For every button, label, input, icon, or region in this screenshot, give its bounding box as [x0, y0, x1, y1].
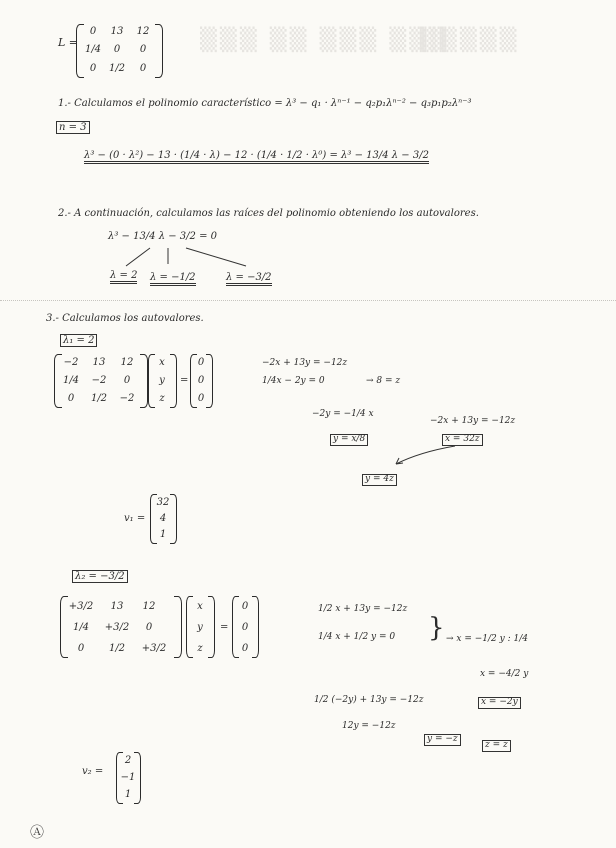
- box-z-z: z = z: [482, 740, 511, 752]
- system1-eq1: −2x + 13y = −12z: [262, 358, 348, 368]
- v2-cell: −1: [120, 772, 136, 783]
- zero1-cell: 0: [197, 357, 205, 368]
- v2-cell: 2: [124, 755, 132, 766]
- box-y-minus-z: y = −z: [424, 734, 461, 746]
- system2-y-line: x = −4/2 y: [480, 669, 529, 679]
- matrix1-cell: −2: [119, 393, 135, 404]
- xyz2-cell: x: [197, 601, 203, 612]
- box-x-minus-2y: x = −2y: [478, 697, 521, 709]
- l-cell: 0: [89, 63, 97, 74]
- xyz1-cell: y: [159, 375, 165, 386]
- v1-cell: 4: [159, 513, 167, 524]
- system1-result: → 8 = z: [366, 376, 401, 386]
- matrix1-right-paren: [140, 354, 148, 408]
- l-cell: 0: [113, 44, 121, 55]
- matrix2-right-paren: [174, 596, 182, 658]
- system2-eq2: 1/4 x + 1/2 y = 0: [318, 632, 396, 642]
- bleed-through-text: ▒▒▒ ▒▒ ▒▒▒ ▒▒▒: [200, 28, 450, 53]
- work1b-line: −2x + 13y = −12z: [430, 416, 516, 426]
- section-divider: [0, 300, 616, 301]
- v2-cell: 1: [124, 789, 132, 800]
- matrix2-cell: 1/2: [108, 643, 126, 654]
- l-cell: 1/4: [84, 44, 102, 55]
- v1-label: v₁ =: [124, 513, 146, 524]
- l-cell: 0: [139, 44, 147, 55]
- root-lambda-2: λ = 2: [110, 270, 137, 284]
- matrix2-cell: 0: [77, 643, 85, 654]
- step3-text: 3.- Calculamos los autovalores.: [46, 313, 204, 324]
- xyz2-cell: z: [197, 643, 203, 654]
- l-cell: 1/2: [108, 63, 126, 74]
- v1-cell: 1: [159, 529, 167, 540]
- zero2-cell: 0: [241, 622, 249, 633]
- zero1-cell: 0: [197, 393, 205, 404]
- box-y-x-over-8: y = x/8: [330, 434, 368, 446]
- step1-text: 1.- Calculamos el polinomio característico = λ³ − q₁ · λⁿ⁻¹ − q₂p₁λⁿ⁻² − q₃p₁p₂λⁿ⁻³: [58, 98, 472, 109]
- equals-sign: =: [220, 622, 229, 633]
- l-cell: 0: [89, 26, 97, 37]
- poly-equation: λ³ − 13/4 λ − 3/2 = 0: [108, 231, 217, 242]
- matrix1-cell: −2: [63, 357, 79, 368]
- box-y-4z: y = 4z: [362, 474, 397, 486]
- step2-text: 2.- A continuación, calculamos las raíces del polinomio obteniendo los autovalores.: [58, 208, 479, 219]
- system2-result: → x = −1/2 y : 1/4: [446, 634, 528, 644]
- xyz2-cell: y: [197, 622, 203, 633]
- matrix2-cell: 0: [145, 622, 153, 633]
- matrix2-cell: +3/2: [141, 643, 167, 654]
- system2-brace: }: [428, 613, 445, 643]
- xyz1-cell: z: [159, 393, 165, 404]
- l-label: L =: [58, 36, 79, 49]
- xyz1-cell: x: [159, 357, 165, 368]
- system1-eq2: 1/4x − 2y = 0: [262, 376, 325, 386]
- v2-label: v₂ =: [82, 766, 104, 777]
- matrix1-cell: 0: [123, 375, 131, 386]
- v1-cell: 32: [156, 497, 170, 508]
- matrix2-cell: 13: [110, 601, 124, 612]
- matrix1-cell: −2: [91, 375, 107, 386]
- matrix2-cell: 1/4: [72, 622, 90, 633]
- matrix1-cell: 1/2: [90, 393, 108, 404]
- root-lambda-minus-half: λ = −1/2: [150, 272, 196, 286]
- work1-line: −2y = −1/4 x: [312, 409, 374, 419]
- page-mark: Ⓐ: [30, 825, 44, 841]
- l-cell: 0: [139, 63, 147, 74]
- zero2-cell: 0: [241, 601, 249, 612]
- l-cell: 12: [136, 26, 150, 37]
- work2-line: 1/2 (−2y) + 13y = −12z: [314, 695, 424, 705]
- lambda2-label: λ₂ = −3/2: [72, 570, 128, 583]
- matrix1-cell: 13: [92, 357, 106, 368]
- n-label: n = 3: [56, 121, 90, 134]
- zero1-cell: 0: [197, 375, 205, 386]
- box-x-32z: x = 32z: [442, 434, 483, 446]
- system2-eq1: 1/2 x + 13y = −12z: [318, 604, 408, 614]
- equals-sign: =: [180, 375, 189, 386]
- work2b-line: 12y = −12z: [342, 721, 396, 731]
- matrix2-cell: +3/2: [104, 622, 130, 633]
- matrix2-cell: 12: [142, 601, 156, 612]
- root-lambda-minus-three-halves: λ = −3/2: [226, 272, 272, 286]
- bleed-through-text: ▒▒▒▒▒: [420, 28, 520, 53]
- matrix1-cell: 1/4: [62, 375, 80, 386]
- lambda1-label: λ₁ = 2: [60, 334, 97, 347]
- matrix2-cell: +3/2: [68, 601, 94, 612]
- matrix1-cell: 12: [120, 357, 134, 368]
- zero2-cell: 0: [241, 643, 249, 654]
- char-poly-expansion: λ³ − (0 · λ²) − 13 · (1/4 · λ) − 12 · (1/4 · 1/2 · λ⁰) = λ³ − 13/4 λ − 3/2: [84, 150, 429, 164]
- matrix1-cell: 0: [67, 393, 75, 404]
- l-cell: 13: [110, 26, 124, 37]
